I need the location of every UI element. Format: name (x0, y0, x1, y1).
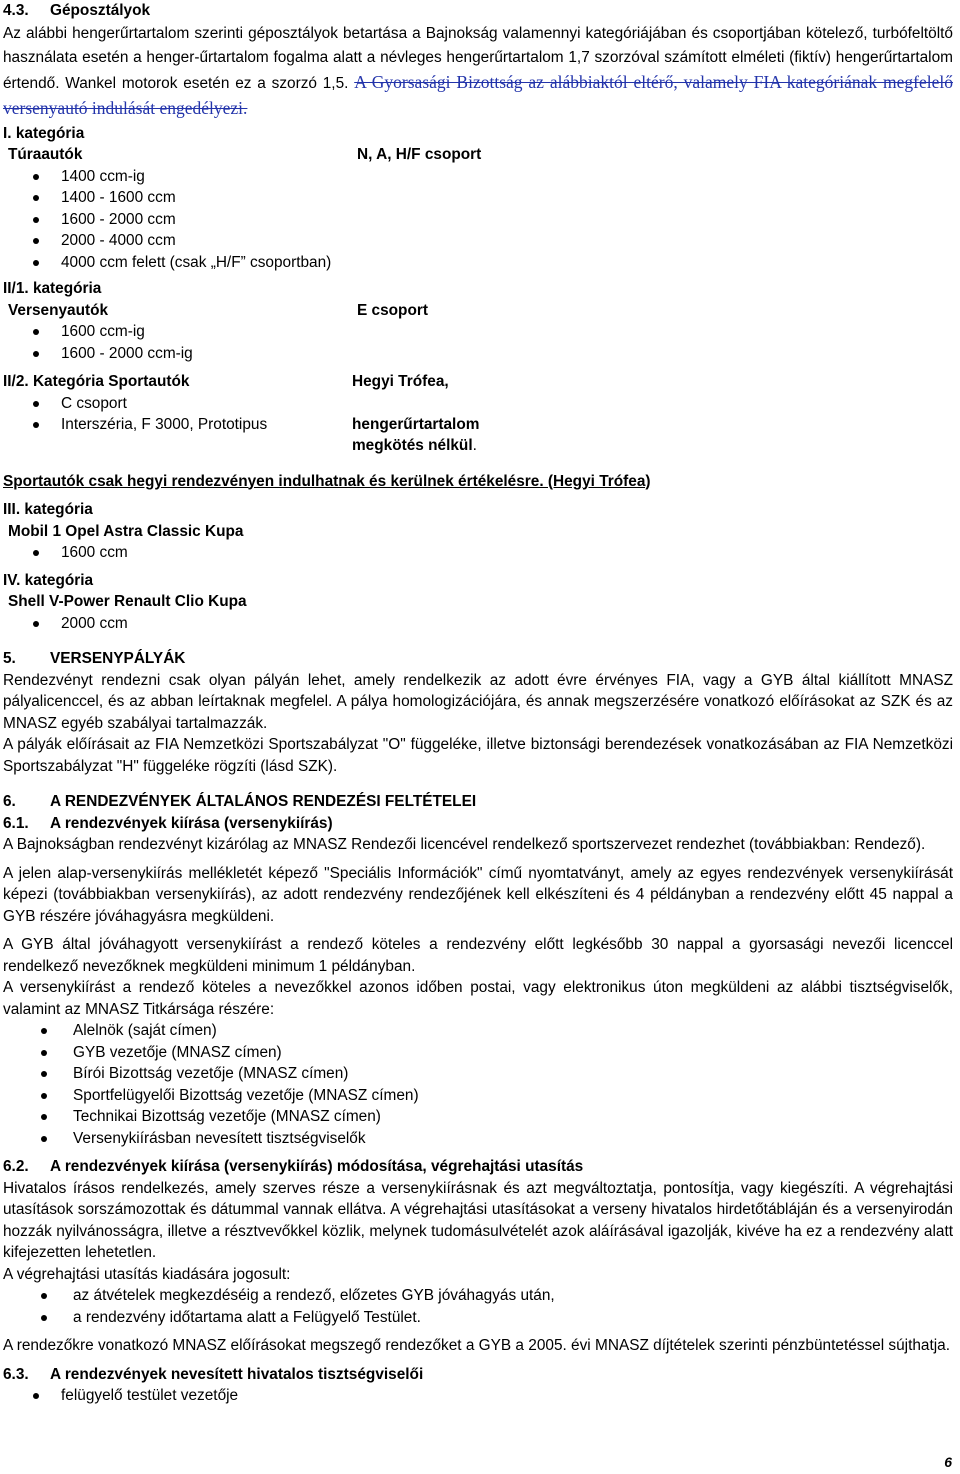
authority-list (3, 1285, 953, 1328)
list-item: C csoport (31, 393, 352, 415)
section-number: 5. (3, 650, 16, 667)
section-number: 4.3. (3, 2, 29, 19)
section-6-1-heading (3, 813, 953, 835)
section-6-heading (3, 791, 953, 813)
section-number: 6. (3, 793, 16, 810)
recipients-list (3, 1020, 953, 1149)
list-item: 2000 - 4000 ccm (31, 230, 953, 252)
category-4-list (3, 613, 953, 635)
section-5-paragraph-2: A pályák előírásait az FIA Nemzetközi Sportszabályzat "O" függeléke, illetve biztonsági berendezések vonatkozásában az FIA Nemzetközi Sportszabályzat "H" függeléke rögzíti (lásd SZK). (3, 736, 953, 775)
section-6-1-paragraph-3: A GYB által jóváhagyott versenykiírást a rendező köteles a rendezvény előtt legkésőbb 30 nappal a gyorsasági nevezői licenccel rendelkező nevezőknek megküldeni minimum 1 példányban. (3, 936, 953, 975)
officials-list (3, 1385, 953, 1407)
note-bold: hengerűrtartalom megkötés nélkül (352, 415, 480, 454)
list-item: Technikai Bizottság vezetője (MNASZ címen) (39, 1106, 953, 1128)
category-2-2-group: Hegyi Trófea, (352, 373, 449, 390)
category-3-list (3, 542, 953, 564)
list-item: GYB vezetője (MNASZ címen) (39, 1042, 953, 1064)
section-4-3-heading (3, 0, 953, 22)
list-item: 1600 ccm-ig (31, 321, 953, 343)
section-6-1-paragraph-1: A Bajnokságban rendezvényt kizárólag az MNASZ Rendezői licencével rendelkező sportszervezet rendezhet (továbbiakban: Rendező). (3, 836, 926, 853)
section-6-2-paragraph-2: A végrehajtási utasítás kiadására jogosult: (3, 1265, 291, 1283)
section-6-2-paragraph-1: Hivatalos írásos rendelkezés, amely szerves része a versenykiírásnak és azt megváltoztatja, pontosítja, vagy kiegészíti. A végrehajtási utasítások sorszámozottak és dátummal vannak ellátva. A végrehajtási utasításokat a verseny hivatalos hirdetőtábláján és a versenyirodán hozzák nyilvánosságra, illetve a résztvevőkkel közlik, melynek tudomásulvételét azok aláírásával igazolják, kivéve ha ez a rendezvény alatt kifejezetten lehetetlen. (3, 1179, 953, 1261)
list-item: 1600 ccm (31, 542, 953, 564)
category-2-1-row (3, 300, 953, 322)
category-3-heading: III. kategória (3, 501, 93, 518)
page-number: 6 (944, 1454, 952, 1470)
category-4-name: Shell V-Power Renault Clio Kupa (8, 593, 247, 610)
section-title: A rendezvények kiírása (versenykiírás) módosítása, végrehajtási utasítás (50, 1158, 584, 1175)
section-title: Géposztályok (50, 2, 151, 19)
category-2-2-list (3, 393, 352, 436)
section-6-2-heading (3, 1156, 953, 1178)
category-2-1-name: Versenyautók (8, 301, 109, 319)
category-2-2-block (3, 371, 953, 457)
intro-paragraph (3, 22, 953, 122)
list-item: az átvételek megkezdéséig a rendező, előzetes GYB jóváhagyás után, (39, 1285, 953, 1307)
section-number: 6.2. (3, 1158, 29, 1175)
intro-text: Az alábbi hengerűrtartalom szerinti géposztályok betartása a Bajnokság valamennyi kategóriájában és csoportjában kötelező, turbófeltöltő használata esetén a henger-űrtartalom fogalma alatt a névleges hengerűrtartalom 1,7 szorzóval számított elméleti (fiktív) hengerűrtartalom értendő. Wankel motorok esetén ez a szorzó 1,5. (3, 24, 953, 92)
note-end: . (472, 437, 477, 454)
section-title: VERSENYPÁLYÁK (50, 650, 186, 667)
category-3-name: Mobil 1 Opel Astra Classic Kupa (8, 522, 244, 540)
category-2-1-list (3, 321, 953, 364)
sport-note: Sportautók csak hegyi rendezvényen indulhatnak és kerülnek értékelésre. (Hegyi Trófea) (3, 472, 651, 490)
category-2-2-note (352, 414, 512, 457)
section-title: A rendezvények kiírása (versenykiírás) (50, 814, 333, 832)
category-1-name: Túraautók (8, 146, 83, 163)
list-item: Sportfelügyelői Bizottság vezetője (MNASZ címen) (39, 1085, 953, 1107)
section-5-heading (3, 648, 953, 670)
list-item: 4000 ccm felett (csak „H/F” csoportban) (31, 252, 953, 274)
section-6-3-heading (3, 1364, 953, 1386)
section-6-1-paragraph-2: A jelen alap-versenykiírás mellékletét képező "Speciális Információk" című nyomtatványt, amely az egyes rendezvények versenykiírását képezi (továbbiakban versenykiírás), az adott rendezvény rendezőjének kell elkészíteni és 4 példányban a rendezvény előtt 45 nappal a GYB részére jóváhagyásra megküldeni. (3, 864, 953, 925)
list-item: 1600 - 2000 ccm (31, 209, 953, 231)
document-page (3, 0, 953, 1407)
category-1-row (3, 144, 953, 166)
list-item: Interszéria, F 3000, Prototipus (31, 414, 352, 436)
category-2-1-heading: II/1. kategória (3, 280, 102, 297)
list-item: Alelnök (saját címen) (39, 1020, 953, 1042)
section-number: 6.3. (3, 1365, 29, 1383)
struck-sentence: A Gyorsasági Bizottság az alábbiaktól eltérő, valamely FIA kategóriának megfelelő versenyautó indulását engedélyezi. (3, 71, 953, 118)
section-number: 6.1. (3, 814, 29, 832)
section-title: A rendezvények nevesített hivatalos tisztségviselői (50, 1365, 424, 1383)
category-1-list (3, 166, 953, 274)
category-2-2-heading: II/2. Kategória Sportautók (3, 373, 190, 390)
category-1-heading: I. kategória (3, 124, 85, 142)
list-item: felügyelő testület vezetője (31, 1385, 953, 1407)
category-2-2-right (352, 371, 953, 457)
list-item: 1400 ccm-ig (31, 166, 953, 188)
section-6-2-paragraph-3: A rendezőkre vonatkozó MNASZ előírásokat megszegő rendezőket a GYB a 2005. évi MNASZ díjtételek szerinti pénzbüntetéssel sújthatja. (3, 1337, 951, 1354)
list-item: 1600 - 2000 ccm-ig (31, 343, 953, 365)
list-item: Bírói Bizottság vezetője (MNASZ címen) (39, 1063, 953, 1085)
category-4-heading: IV. kategória (3, 571, 94, 589)
category-2-2-left (3, 371, 352, 457)
category-1-group: N, A, H/F csoport (357, 146, 482, 163)
list-item: 2000 ccm (31, 613, 953, 635)
section-title: A RENDEZVÉNYEK ÁLTALÁNOS RENDEZÉSI FELTÉTELEI (50, 793, 477, 810)
list-item: a rendezvény időtartama alatt a Felügyelő Testület. (39, 1307, 953, 1329)
section-6-1-paragraph-4: A versenykiírást a rendező köteles a nevezőkkel azonos időben postai, vagy elektronikus úton megküldeni az alábbi tisztségviselők, valamint az MNASZ Titkársága részére: (3, 979, 953, 1018)
category-2-1-group: E csoport (357, 301, 428, 319)
section-5-paragraph-1: Rendezvényt rendezni csak olyan pályán lehet, amely rendelkezik az adott évre érvényes FIA, vagy a GYB által kiállított MNASZ pályalicenccel, és az abban leírtaknak megfelel. A pálya homologizációjára, és annak megszerzésére vonatkozó előírásokat az SZK és az MNASZ egyéb szabályai tartalmazzák. (3, 671, 953, 732)
list-item: Versenykiírásban nevesített tisztségviselők (39, 1128, 953, 1150)
list-item: 1400 - 1600 ccm (31, 187, 953, 209)
